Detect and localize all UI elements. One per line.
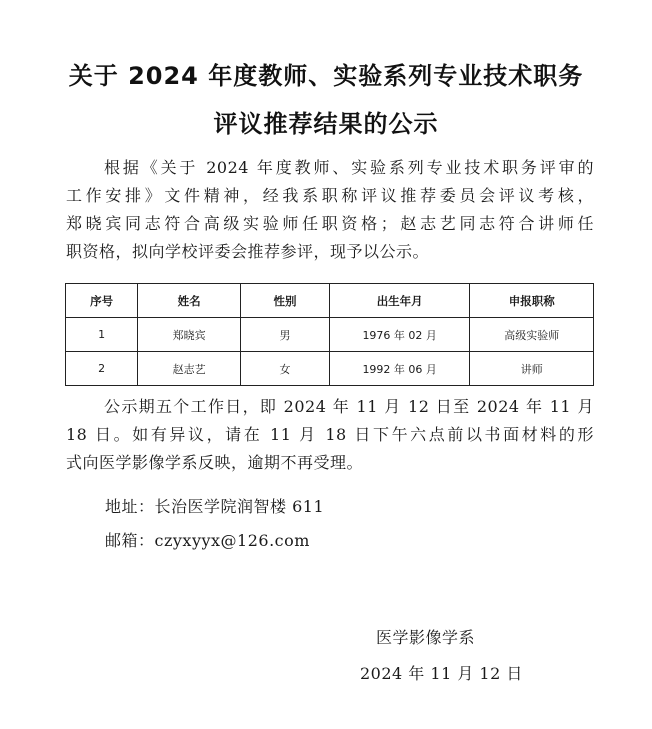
cell-index: 1 — [66, 318, 138, 352]
header-position: 申报职称 — [470, 284, 594, 318]
header-gender: 性别 — [240, 284, 329, 318]
cell-position: 高级实验师 — [470, 318, 594, 352]
intro-paragraph — [66, 154, 594, 266]
signature-date: 2024 年 11 月 12 日 — [360, 664, 523, 683]
candidate-table — [65, 283, 594, 386]
table-header-row — [66, 284, 594, 318]
intro-line: 职资格，拟向学校评委会推荐参评，现予以公示。 — [66, 242, 430, 261]
intro-line: 工作安排》文件精神，经我系职称评议推荐委员会评议考核， — [66, 186, 594, 205]
title-line-2: 评议推荐结果的公示 — [213, 110, 439, 138]
cell-name: 郑晓宾 — [138, 318, 241, 352]
cell-index: 2 — [66, 352, 138, 386]
header-birth: 出生年月 — [329, 284, 470, 318]
cell-gender: 男 — [240, 318, 329, 352]
cell-birth: 1992 年 06 月 — [329, 352, 470, 386]
notice-line: 式向医学影像学系反映，逾期不再受理。 — [66, 453, 364, 472]
title-line-1: 关于 2024 年度教师、实验系列专业技术职务 — [68, 62, 584, 90]
cell-position: 讲师 — [470, 352, 594, 386]
contact-email: 邮箱：czyxyyx@126.com — [105, 531, 310, 550]
signature-department: 医学影像学系 — [376, 628, 476, 647]
intro-line: 根据《关于 2024 年度教师、实验系列专业技术职务评审的 — [104, 158, 594, 177]
notice-line: 公示期五个工作日，即 2024 年 11 月 12 日至 2024 年 11 月 — [104, 397, 594, 416]
cell-name: 赵志艺 — [138, 352, 241, 386]
notice-paragraph — [66, 393, 594, 477]
contact-address: 地址：长治医学院润智楼 611 — [105, 497, 325, 516]
intro-line: 郑晓宾同志符合高级实验师任职资格；赵志艺同志符合讲师任 — [66, 214, 594, 233]
cell-gender: 女 — [240, 352, 329, 386]
notice-line: 18 日。如有异议，请在 11 月 18 日下午六点前以书面材料的形 — [66, 425, 594, 444]
header-name: 姓名 — [138, 284, 241, 318]
header-index: 序号 — [66, 284, 138, 318]
table-row — [66, 318, 594, 352]
table-row — [66, 352, 594, 386]
cell-birth: 1976 年 02 月 — [329, 318, 470, 352]
